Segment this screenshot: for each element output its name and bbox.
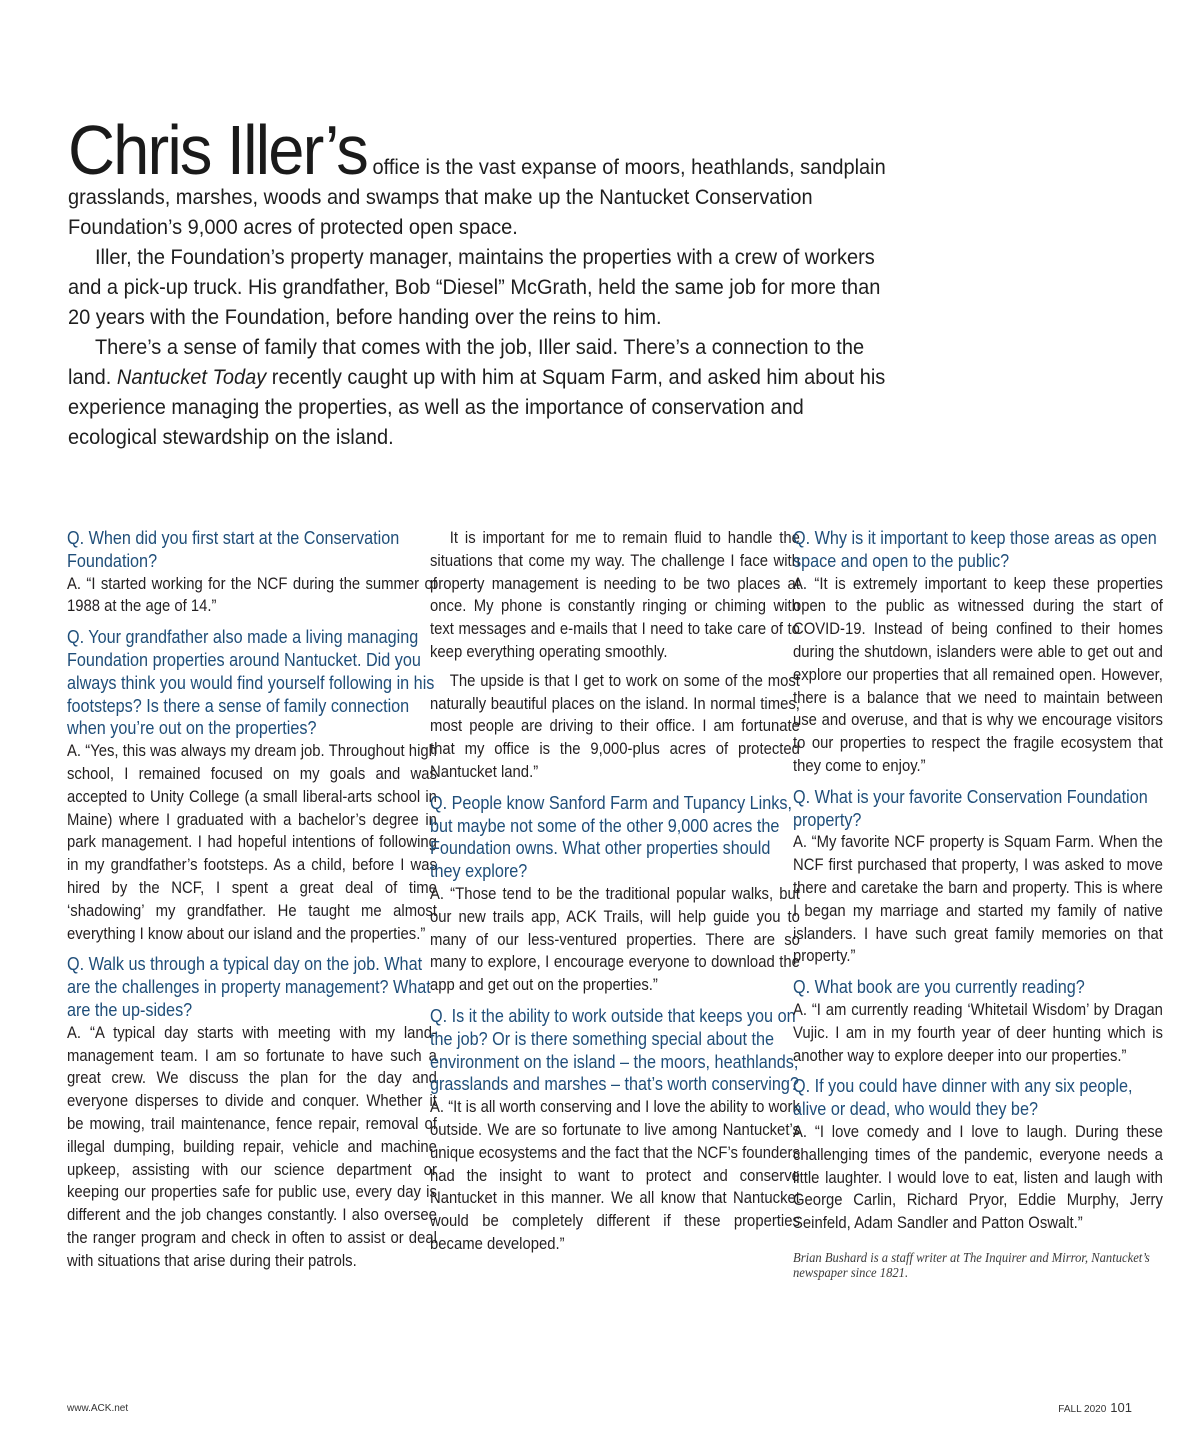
footer-page-info: [1058, 1400, 1132, 1415]
publication-name: Nantucket Today: [116, 365, 267, 389]
answer: A. “It is all worth conserving and I love the ability to work outside. We are so fortunate to live among Nantucket’s unique ecosystems and the fact that the NCF’s founders had the insight to want to protect and conserve Nantucket in this manner. We all know that Nantucket would be completely different if these properties became developed.”: [430, 1098, 800, 1253]
answer: A. “Those tend to be the traditional popular walks, but our new trails app, ACK Trails, will help guide you to many of our less-ventured properties. There are so many to explore, I encourage everyone to download the app and get out on the properties.”: [430, 884, 800, 995]
intro-p3-end: recently caught up with him at Squam Farm, and asked him about his experience managing the properties, as well as the importance of conservation and ecological stewardship on the island.: [68, 365, 886, 449]
answer-continued: It is important for me to remain fluid to handle the situations that come my way. The challenge I face with property management is needing to be two places at once. My phone is constantly ringing or chiming with text messages and e-mails that I need to take care of to keep everything operating smoothly.: [430, 529, 800, 661]
intro-p3-start: There’s a sense of family that comes with the job, Iller said. There’s a connection to the land.: [68, 335, 865, 389]
author-byline: Brian Bushard is a staff writer at The Inquirer and Mirror, Nantucket’s newspaper since 1821.: [793, 1250, 1150, 1281]
question: Q. People know Sanford Farm and Tupancy Links, but maybe not some of the other 9,000 acres the Foundation owns. What other properties should they explore?: [430, 792, 792, 882]
question: Q. Why is it important to keep those areas as open space and open to the public?: [793, 528, 1157, 571]
answer: A. “A typical day starts with meeting with my land-management team. I am so fortunate to have such a great crew. We discuss the plan for the day and everyone disperses to divide and conquer. Whether it be mowing, trail maintenance, fence repair, removal of illegal dumping, building repair, vehicle and machine upkeep, assisting with our science department or keeping our properties safe for public use, every day is different and the job changes constantly. I also oversee the ranger program and check in often to assist or deal with situations that arise during their patrols.: [67, 1023, 437, 1270]
intro-lead-text: office is the vast expanse of moors, heathlands, sandplain grasslands, marshes, woods and swamps that make up the Nantucket Conservation Foundation’s 9,000 acres of protected open space.: [68, 155, 886, 239]
answer: A. “Yes, this was always my dream job. Throughout high school, I remained focused on my goals and was accepted to Unity College (a small liberal-arts school in Maine) where I graduated with a bachelor’s degree in park management. I had hopeful intentions of following in my grandfather’s footsteps. As a child, before I was hired by the NCF, I spent a great deal of time ‘shadowing’ my grandfather. He taught me almost everything I know about our island and the properties.”: [67, 742, 437, 943]
question: Q. What is your favorite Conservation Foundation property?: [793, 786, 1148, 830]
subject-name-heading: Chris Iller’s: [68, 111, 367, 189]
question: Q. If you could have dinner with any six people, alive or dead, who would they be?: [793, 1076, 1133, 1120]
answer-continued: The upside is that I get to work on some of the most naturally beautiful places on the island. In normal times, most people are driving to their office. I am fortunate that my office is the 9,000-plus acres of protected Nantucket land.”: [430, 671, 800, 781]
intro-paragraph-1: [68, 111, 896, 242]
question: Q. When did you first start at the Conservation Foundation?: [67, 528, 400, 571]
column-3: [793, 527, 1163, 1295]
intro-paragraph-2: Iller, the Foundation’s property manager, maintains the properties with a crew of workers and a pick-up truck. His grandfather, Bob “Diesel” McGrath, held the same job for more than 20 years with the Foundation, before handing over the reins to him.: [68, 245, 881, 329]
intro: [68, 111, 896, 452]
intro-paragraph-3: [68, 332, 896, 452]
page-number: 101: [1110, 1400, 1132, 1415]
question: Q. What book are you currently reading?: [793, 977, 1085, 998]
question: Q. Walk us through a typical day on the job. What are the challenges in property management? What are the up-sides?: [67, 954, 431, 1020]
answer: A. “It is extremely important to keep these properties open to the public as witnessed during the start of COVID-19. Instead of being confined to their homes during the shutdown, islanders were able to get out and explore our properties that all remained open. However, there is a balance that we need to maintain between use and overuse, and that is why we encourage visitors to our properties to respect the fragile ecosystem that they come to enjoy.”: [793, 574, 1163, 775]
footer-url: www.ACK.net: [67, 1403, 129, 1414]
question: Q. Your grandfather also made a living managing Foundation properties around Nantucket. Did you always think you would find yourself following in his footsteps? Is there a sense of family connection when you’re out on the properties?: [67, 627, 435, 739]
answer: A. “I started working for the NCF during the summer of 1988 at the age of 14.”: [67, 574, 437, 616]
answer: A. “I am currently reading ‘Whitetail Wisdom’ by Dragan Vujic. I am in my fourth year of deer hunting which is another way to explore deeper into our properties.”: [793, 1000, 1163, 1065]
question: Q. Is it the ability to work outside that keeps you on the job? Or is there something special about the environment on the island – the moors, heathlands, grasslands and marshes – that’s worth conserving?: [430, 1005, 799, 1095]
answer: A. “My favorite NCF property is Squam Farm. When the NCF first purchased that property, I was asked to move there and caretake the barn and property. This is where I began my marriage and started my family of native islanders. I have such great family memories on that property.”: [793, 833, 1163, 966]
column-2: [430, 527, 800, 1256]
column-1: [67, 527, 437, 1273]
issue-label: FALL 2020: [1058, 1404, 1107, 1415]
answer: A. “I love comedy and I love to laugh. During these challenging times of the pandemic, everyone needs a little laughter. I would love to eat, listen and laugh with George Carlin, Richard Pryor, Eddie Murphy, Jerry Seinfeld, Adam Sandler and Patton Oswalt.”: [793, 1122, 1163, 1233]
